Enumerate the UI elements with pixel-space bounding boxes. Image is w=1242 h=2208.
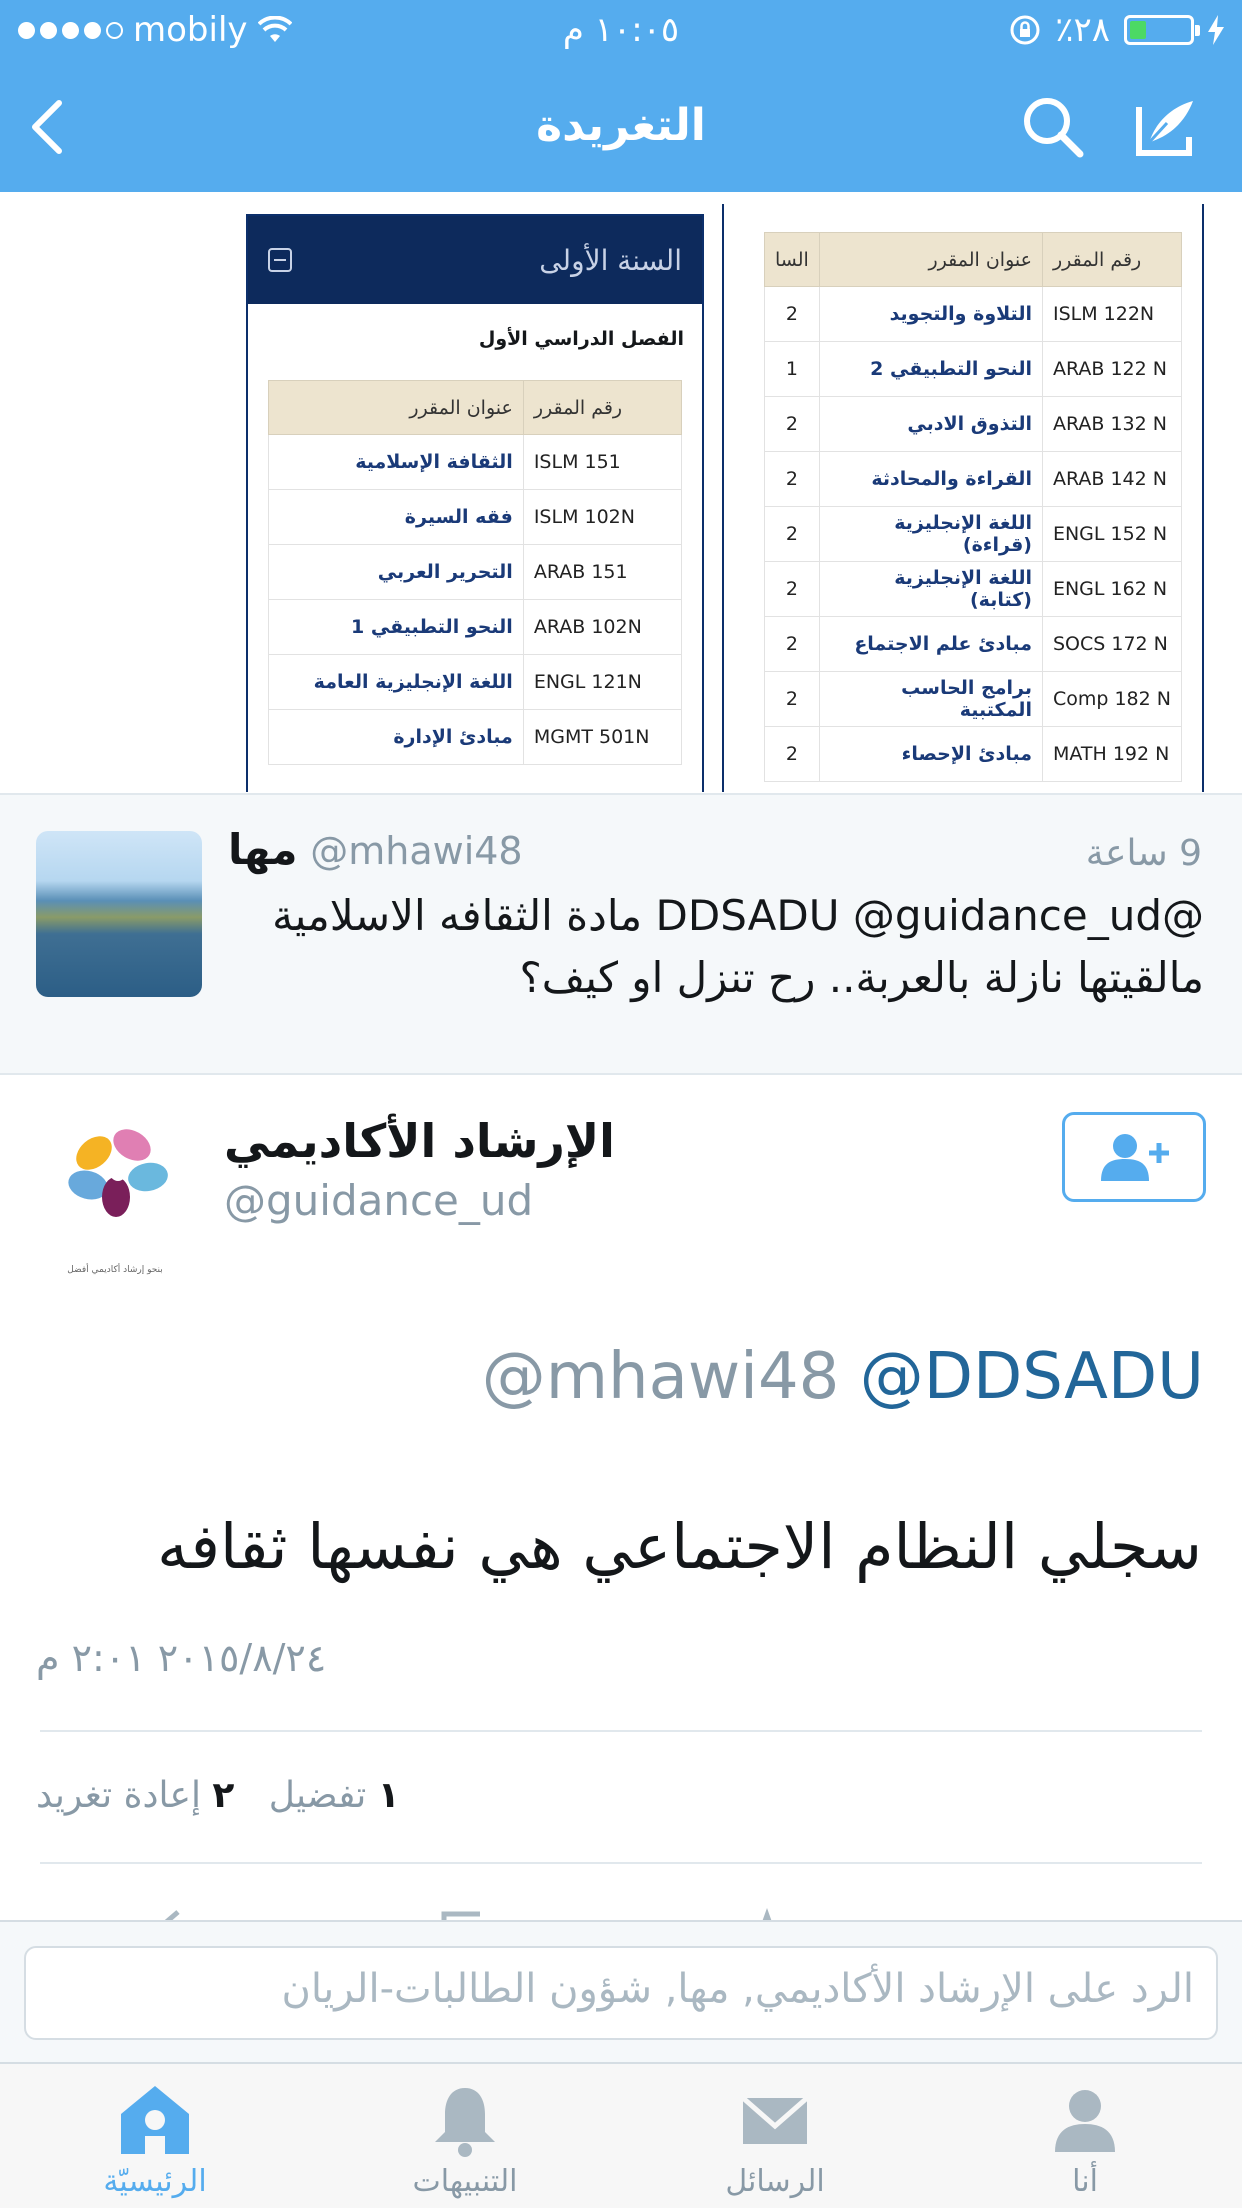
card-title: السنة الأولى — [539, 243, 682, 277]
media-strip — [226, 204, 1226, 792]
semester-label: الفصل الدراسي الأول — [478, 328, 684, 350]
mention-link[interactable]: @guidance_ud — [852, 891, 1162, 940]
course-title: برامج الحاسب المكتبية — [819, 672, 1042, 727]
table-row — [765, 617, 1182, 672]
battery-icon — [1124, 15, 1194, 45]
status-right — [1009, 10, 1224, 50]
course-code: MATH 192 N — [1042, 727, 1181, 782]
carrier-name: mobily — [133, 10, 248, 50]
course-title: التحرير العربي — [269, 545, 524, 600]
bell-icon — [425, 2080, 505, 2160]
course-title: اللغة الإنجليزية العامة — [269, 655, 524, 710]
parent-tweet[interactable] — [0, 793, 1242, 1075]
course-title: اللغة الإنجليزية (كتابة) — [819, 562, 1042, 617]
course-code: ENGL 121N — [523, 655, 681, 710]
collapse-icon — [268, 248, 292, 272]
search-button[interactable] — [1018, 92, 1088, 162]
table-row — [765, 342, 1182, 397]
author-handle: @mhawi48 — [310, 829, 523, 873]
course-code: SOCS 172 N — [1042, 617, 1181, 672]
table-row — [269, 490, 682, 545]
course-code: ARAB 102N — [523, 600, 681, 655]
logo-hands-icon — [40, 1105, 190, 1285]
add-user-icon — [1097, 1131, 1171, 1183]
tab-bar — [0, 2062, 1242, 2208]
course-hours: 2 — [765, 672, 820, 727]
tab-home[interactable] — [0, 2064, 310, 2208]
course-title: مبادئ علم الاجتماع — [819, 617, 1042, 672]
course-code: ARAB 142 N — [1042, 452, 1181, 507]
tab-messages[interactable] — [620, 2064, 930, 2208]
retweets-count: ٢ — [212, 1775, 235, 1816]
course-title: التذوق الادبي — [819, 397, 1042, 452]
favorites-link[interactable]: تفضيل — [268, 1775, 367, 1816]
person-icon — [1045, 2080, 1125, 2160]
course-code: MGMT 501N — [523, 710, 681, 765]
course-hours: 2 — [765, 617, 820, 672]
course-title: مبادئ الإدارة — [269, 710, 524, 765]
author-name[interactable]: الإرشاد الأكاديمي — [224, 1114, 615, 1168]
tweet-timestamp: ٢٠١٥/٨/٢٤ ٢:٠١ م — [36, 1636, 327, 1680]
divider — [40, 1730, 1202, 1732]
course-hours: 2 — [765, 507, 820, 562]
reply-input[interactable]: الرد على الإرشاد الأكاديمي, مها, شؤون الطالبات-الريان — [24, 1946, 1218, 2040]
favorites-count: ١ — [377, 1775, 400, 1816]
search-icon — [1020, 94, 1086, 160]
divider — [40, 1862, 1202, 1864]
avatar[interactable] — [40, 1105, 190, 1285]
media-image-first-year[interactable] — [246, 214, 704, 792]
course-title: مبادئ الإحصاء — [819, 727, 1042, 782]
course-title: النحو التطبيقي 1 — [269, 600, 524, 655]
table-row — [765, 452, 1182, 507]
course-code: ARAB 151 — [523, 545, 681, 600]
page-title: التغريدة — [536, 100, 706, 151]
retweet-icon[interactable] — [440, 1908, 500, 1920]
reply-bar — [0, 1920, 1242, 2062]
table-row — [269, 600, 682, 655]
author-handle[interactable]: @guidance_ud — [224, 1176, 534, 1225]
course-title: النحو التطبيقي 2 — [819, 342, 1042, 397]
compose-icon — [1131, 93, 1199, 161]
table-row — [765, 287, 1182, 342]
favorite-icon[interactable] — [752, 1906, 782, 1920]
navigation-bar — [0, 62, 1242, 192]
tab-me[interactable] — [930, 2064, 1240, 2208]
course-hours: 2 — [765, 397, 820, 452]
course-code: ENGL 162 N — [1042, 562, 1181, 617]
course-hours: 2 — [765, 727, 820, 782]
follow-button[interactable] — [1062, 1112, 1206, 1202]
mention-link[interactable]: @DDSADU — [859, 1340, 1204, 1414]
reply-mentions — [482, 1340, 1204, 1414]
course-hours: 2 — [765, 562, 820, 617]
tweet-stats — [36, 1775, 400, 1816]
table-row — [765, 397, 1182, 452]
course-code: ISLM 122N — [1042, 287, 1181, 342]
card-header — [248, 216, 702, 304]
tweet-text-line: مادة الثقافه الاسلامية — [272, 891, 643, 940]
course-title: الثقافة الإسلامية — [269, 435, 524, 490]
course-code: ARAB 122 N — [1042, 342, 1181, 397]
col-code: رقم المقرر — [1042, 233, 1181, 287]
mention-link[interactable]: @mhawi48 — [481, 1340, 840, 1414]
col-code: رقم المقرر — [523, 381, 681, 435]
course-code: ISLM 151 — [523, 435, 681, 490]
course-code: ARAB 132 N — [1042, 397, 1181, 452]
tab-label: الرسائل — [725, 2164, 825, 2199]
charging-icon — [1208, 15, 1224, 45]
tab-label: التنبيهات — [412, 2164, 518, 2199]
clock: ١٠:٠٥ م — [562, 10, 680, 50]
reply-icon[interactable] — [160, 1908, 200, 1920]
col-title: عنوان المقرر — [269, 381, 524, 435]
rotation-lock-icon — [1009, 14, 1041, 46]
tweet-text: سجلي النظام الاجتماعي هي نفسها ثقافه — [157, 1510, 1202, 1583]
table-row — [269, 435, 682, 490]
media-image-second-semester[interactable] — [722, 204, 1204, 792]
top-bar — [0, 0, 1242, 192]
table-row — [765, 562, 1182, 617]
status-bar — [0, 0, 1242, 60]
tweet-time: 9 ساعة — [1085, 833, 1202, 874]
course-hours: 1 — [765, 342, 820, 397]
compose-button[interactable] — [1130, 92, 1200, 162]
tab-notifications[interactable] — [310, 2064, 620, 2208]
course-title: فقه السيرة — [269, 490, 524, 545]
course-code: ENGL 152 N — [1042, 507, 1181, 562]
retweets-link[interactable]: إعادة تغريد — [36, 1775, 201, 1816]
table-row — [765, 672, 1182, 727]
tab-label: الرئيسيّة — [103, 2164, 207, 2199]
course-hours: 2 — [765, 452, 820, 507]
tweet-actions — [0, 1900, 1242, 1920]
tweet-media[interactable] — [0, 192, 1242, 792]
courses-table-right — [764, 232, 1182, 782]
tweet-text — [214, 885, 1204, 1009]
course-hours: 2 — [765, 287, 820, 342]
table-row — [269, 655, 682, 710]
course-code: Comp 182 N — [1042, 672, 1181, 727]
course-title: القراءة والمحادثة — [819, 452, 1042, 507]
envelope-icon — [735, 2080, 815, 2160]
tweet-text-line: مالقيتها نازلة بالعربة.. رح تنزل او كيف؟ — [519, 953, 1204, 1002]
table-row — [269, 545, 682, 600]
courses-table-left — [268, 380, 682, 765]
col-hours: السا — [765, 233, 820, 287]
mention-link[interactable]: @DDSADU — [655, 891, 1204, 940]
avatar[interactable] — [36, 831, 202, 997]
table-row — [269, 710, 682, 765]
course-title: اللغة الإنجليزية (قراءة) — [819, 507, 1042, 562]
home-icon — [115, 2080, 195, 2160]
col-title: عنوان المقرر — [819, 233, 1042, 287]
author[interactable] — [228, 825, 523, 874]
course-code: ISLM 102N — [523, 490, 681, 545]
author-name: مها — [228, 825, 298, 874]
table-row — [765, 727, 1182, 782]
avatar-caption: بنحو إرشاد أكاديمي أفضل — [67, 1265, 163, 1275]
tab-label: أنا — [1072, 2164, 1098, 2199]
course-title: التلاوة والتجويد — [819, 287, 1042, 342]
battery-percent: ٪٢٨ — [1055, 10, 1110, 50]
table-row — [765, 507, 1182, 562]
